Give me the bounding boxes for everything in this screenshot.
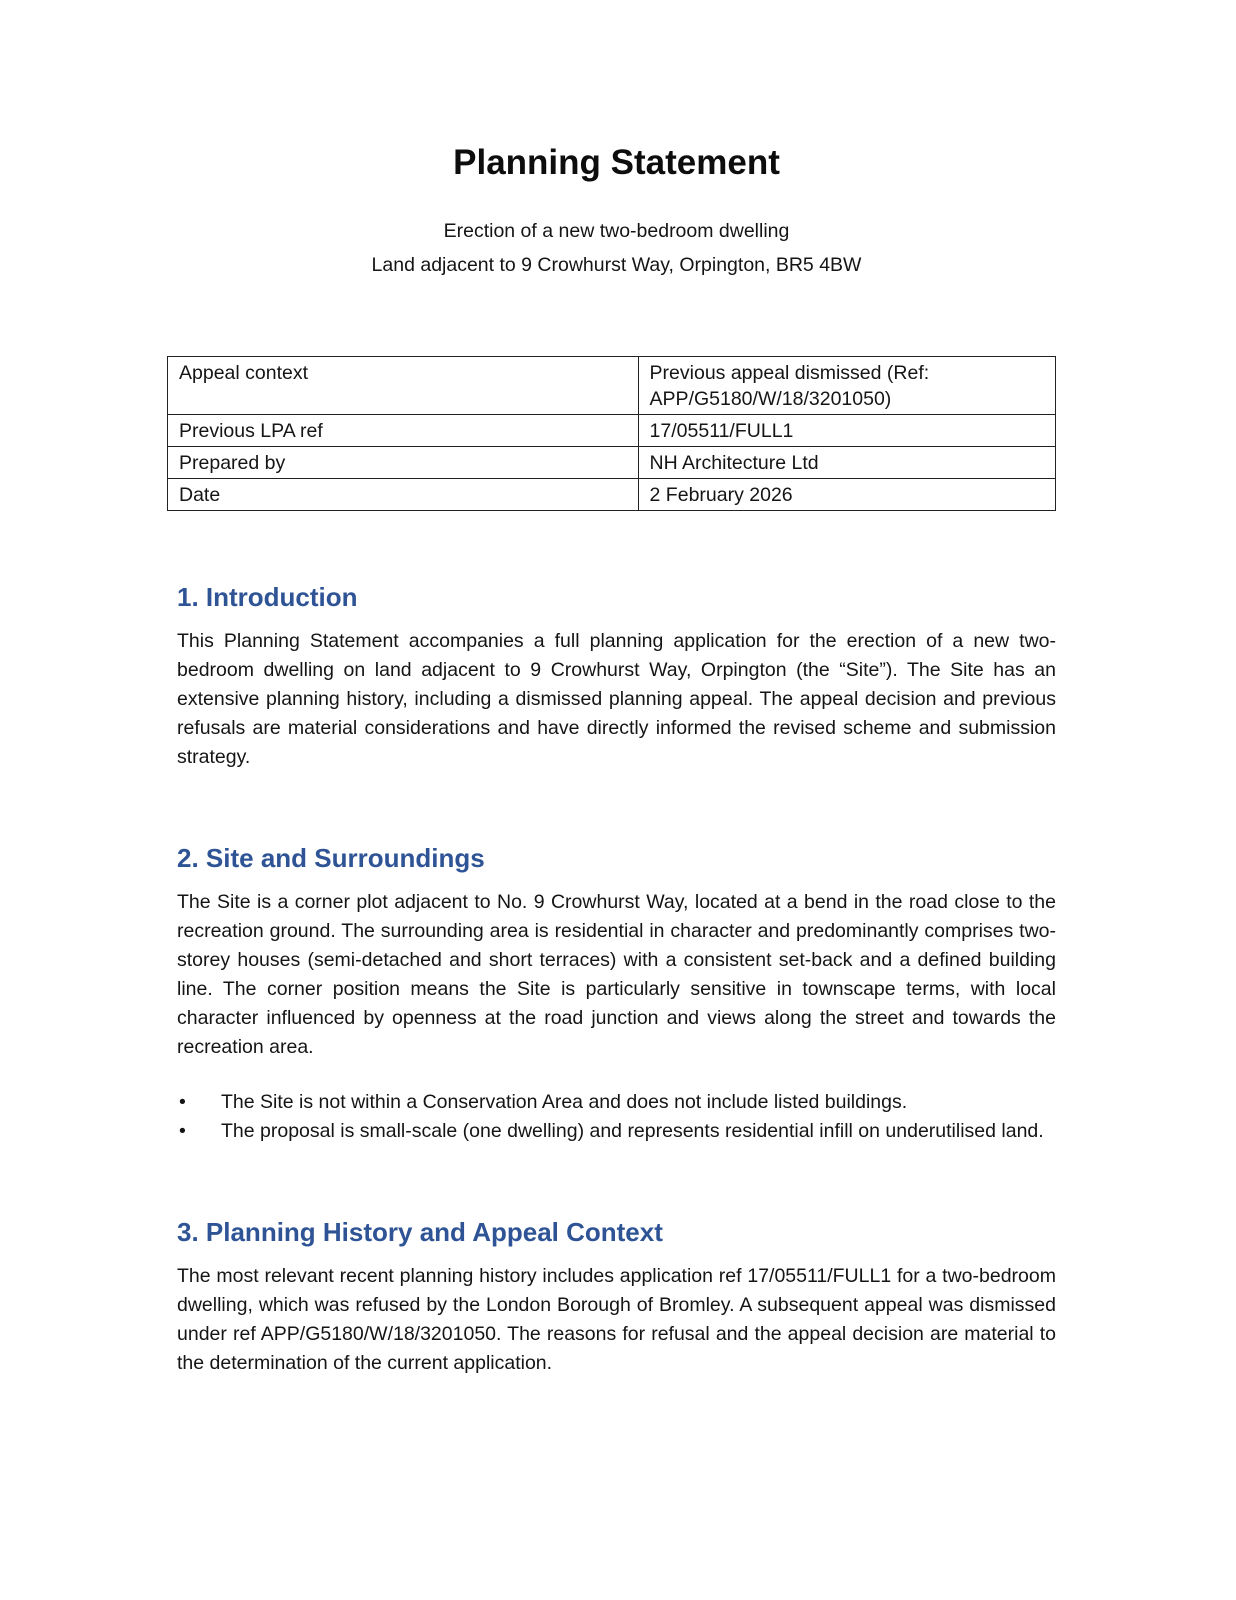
section-paragraph: The most relevant recent planning history includes application ref 17/05511/FULL1 for a two-bedroom dwelling, which was refused by the London Borough of Bromley. A subsequent appeal was dismissed under ref APP/G5180/W/18/3201050. The reasons for refusal and the appeal decision are material to the determination of the current application. (177, 1264, 1056, 1374)
info-table-body (168, 357, 1056, 511)
table-row-previous-lpa-ref (168, 415, 1056, 447)
section-introduction (177, 583, 1056, 772)
section-site-and-surroundings (177, 844, 1056, 1146)
table-row-date (168, 479, 1056, 511)
table-cell-label: Previous LPA ref (168, 415, 639, 447)
table-cell-label: Date (168, 479, 639, 511)
table-cell-value: 2 February 2026 (638, 479, 1055, 511)
bullet-list (177, 1088, 1056, 1146)
table-cell-label: Prepared by (168, 447, 639, 479)
table-row-prepared-by (168, 447, 1056, 479)
table-cell-value: Previous appeal dismissed (Ref: APP/G5180/W/18/3201050) (638, 357, 1055, 415)
section-heading-site-and-surroundings: 2. Site and Surroundings (177, 842, 485, 873)
document-subtitle-line-1: Erection of a new two-bedroom dwelling (443, 220, 790, 242)
bullet-item: • The proposal is small-scale (one dwelling) and represents residential infill on underutilised land. (177, 1117, 1056, 1146)
document-subtitle-line-2: Land adjacent to 9 Crowhurst Way, Orpington, BR5 4BW (371, 254, 862, 276)
table-cell-value: 17/05511/FULL1 (638, 415, 1055, 447)
table-row-appeal-context (168, 357, 1056, 415)
section-paragraph: This Planning Statement accompanies a full planning application for the erection of a new two-bedroom dwelling on land adjacent to 9 Crowhurst Way, Orpington (the “Site”). The Site has an extensive planning history, including a dismissed planning appeal. The appeal decision and previous refusals are material considerations and have directly informed the revised scheme and submission strategy. (177, 629, 1056, 768)
bullet-item: • The Site is not within a Conservation Area and does not include listed buildings. (177, 1088, 1056, 1117)
section-planning-history-and-appeal-context (177, 1218, 1056, 1378)
table-cell-value: NH Architecture Ltd (638, 447, 1055, 479)
section-heading-planning-history: 3. Planning History and Appeal Context (177, 1216, 663, 1247)
section-heading-introduction: 1. Introduction (177, 582, 358, 612)
table-cell-label: Appeal context (168, 357, 639, 415)
section-paragraph: The Site is a corner plot adjacent to No. 9 Crowhurst Way, located at a bend in the road close to the recreation ground. The surrounding area is residential in character and predominantly comprises two-storey houses (semi-detached and short terraces) with a consistent set-back and a defined building line. The corner position means the Site is particularly sensitive in townscape terms, with local character influenced by openness at the road junction and views along the street and towards the recreation area. (177, 890, 1056, 1058)
document-title: Planning Statement (453, 143, 780, 182)
info-table (167, 356, 1056, 511)
